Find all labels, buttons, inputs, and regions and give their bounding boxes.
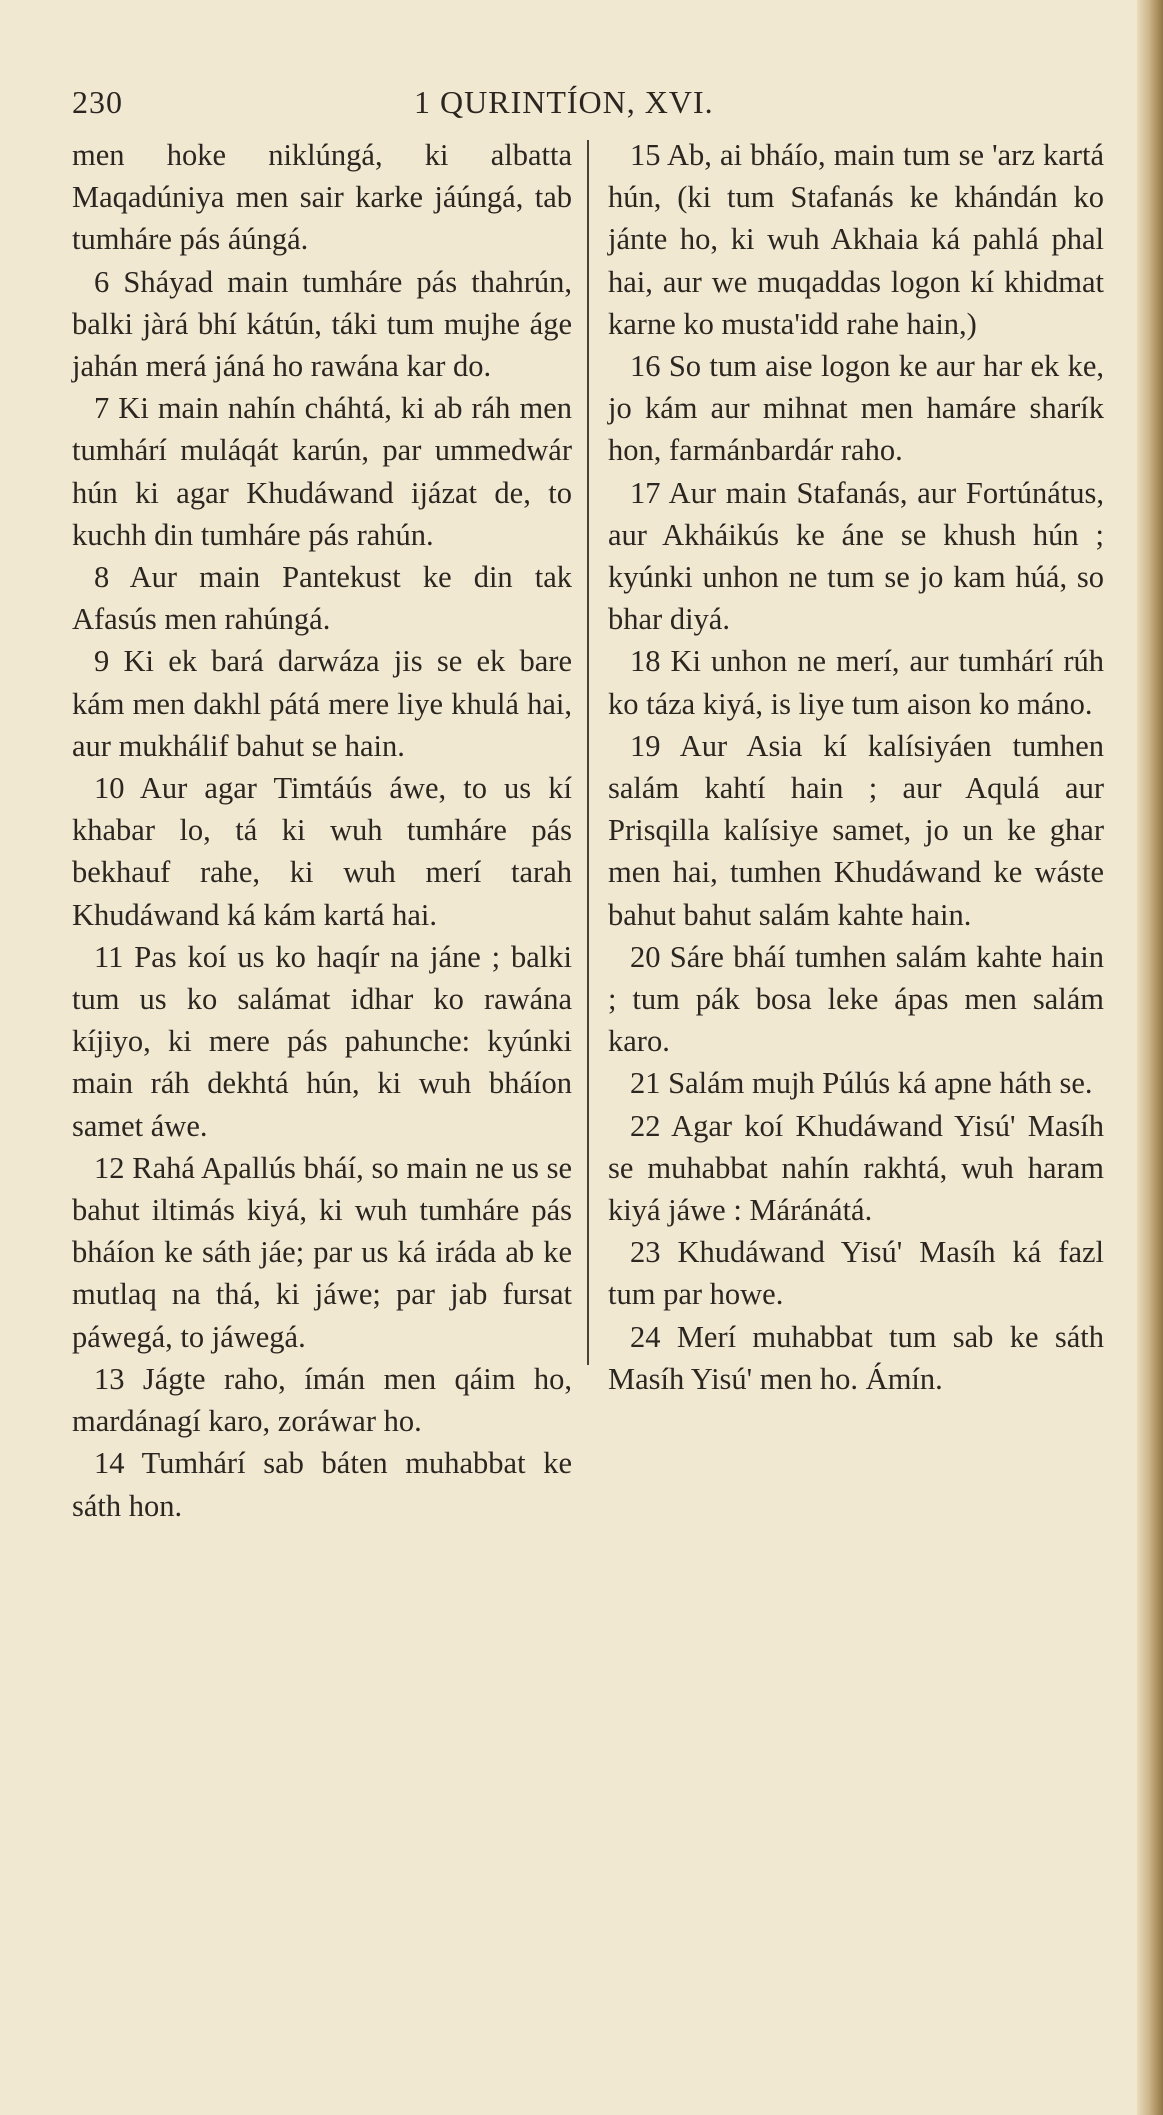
column-divider [587,140,589,1365]
verse-13: 13 Jágte raho, ímán men qáim ho, mardánagí karo, zoráwar ho. [72,1361,572,1439]
page-header [72,84,1112,134]
verse-11: 11 Pas koí us ko haqír na jáne ; balki tum us ko salámat idhar ko rawána kíjiyo, ki mere pás pahunche: kyúnki main ráh dekhtá hún, ki wuh bháíon samet áwe. [72,939,572,1143]
verse-19: 19 Aur Asia kí kalísiyáen tumhen salám kahtí hain ; aur Aqulá aur Prisqilla kalísiye samet, jo un ke ghar men hai, tumhen Khudáwand ke wáste bahut bahut salám kahte hain. [608,728,1104,932]
page-number: 230 [72,84,123,120]
verse-22: 22 Agar koí Khudáwand Yisú' Masíh se muhabbat nahín rakhtá, wuh haram kiyá jáwe : Máránátá. [608,1108,1104,1228]
verse-14: 14 Tumhárí sab báten muhabbat ke sáth hon. [72,1446,572,1523]
page-edge [1137,0,1163,2115]
verse-18: 18 Ki unhon ne merí, aur tumhárí rúh ko táza kiyá, is liye tum aison ko máno. [608,644,1104,721]
left-column [72,134,572,1527]
verse-21: 21 Salám mujh Púlús ká apne háth se. [630,1066,1093,1101]
verse-15: 15 Ab, ai bháío, main tum se 'arz kartá hún, (ki tum Stafanás ke khándán ko jánte ho, ki wuh Akhaia ká pahlá phal hai, aur we muqaddas logon kí khidmat karne ko musta'idd rahe hain,) [608,138,1104,341]
verse-9: 9 Ki ek bará darwáza jis se ek bare kám men dakhl pátá mere liye khulá hai, aur mukhálif bahut se hain. [72,644,572,763]
verse-16: 16 So tum aise logon ke aur har ek ke, jo kám aur mihnat men hamáre sharík hon, farmánbardár raho. [608,349,1104,468]
verse-12: 12 Rahá Apallús bháí, so main ne us se bahut iltimás kiyá, ki wuh tumháre pás bháíon ke sáth jáe; par us ká iráda ab ke mutlaq na thá, ki jáwe; par jab fursat páwegá, to jáwegá. [72,1150,572,1354]
verse-7: 7 Ki main nahín cháhtá, ki ab ráh men tumhárí muláqát karún, par ummedwár hún ki agar Khudáwand ijázat de, to kuchh din tumháre pás rahún. [72,391,572,552]
verse-text: men hoke niklúngá, ki albatta Maqadúniya men sair karke jáúngá, tab tumháre pás áúngá. [72,138,572,257]
verse-6: 6 Sháyad main tumháre pás thahrún, balki jàrá bhí kátún, táki tum mujhe áge jahán merá jáná ho rawána kar do. [72,264,572,384]
verse-17: 17 Aur main Stafanás, aur Fortúnátus, aur Akháikús ke áne se khush hún ; kyúnki unhon ne tum se jo kam húá, so bhar diyá. [608,475,1104,637]
verse-20: 20 Sáre bháí tumhen salám kahte hain ; tum pák bosa leke ápas men salám karo. [608,939,1104,1059]
verse-10: 10 Aur agar Timtáús áwe, to us kí khabar lo, tá ki wuh tumháre pás bekhauf rahe, ki wuh merí tarah Khudáwand ká kám kartá hai. [72,771,572,932]
running-head: 1 QURINTÍON, XVI. [414,84,714,120]
verse-8: 8 Aur main Pantekust ke din tak Afasús men rahúngá. [72,560,572,637]
verse-24: 24 Merí muhabbat tum sab ke sáth Masíh Yisú' men ho. Ámín. [608,1319,1104,1396]
right-column [608,134,1104,1400]
verse-23: 23 Khudáwand Yisú' Masíh ká fazl tum par howe. [608,1235,1104,1312]
